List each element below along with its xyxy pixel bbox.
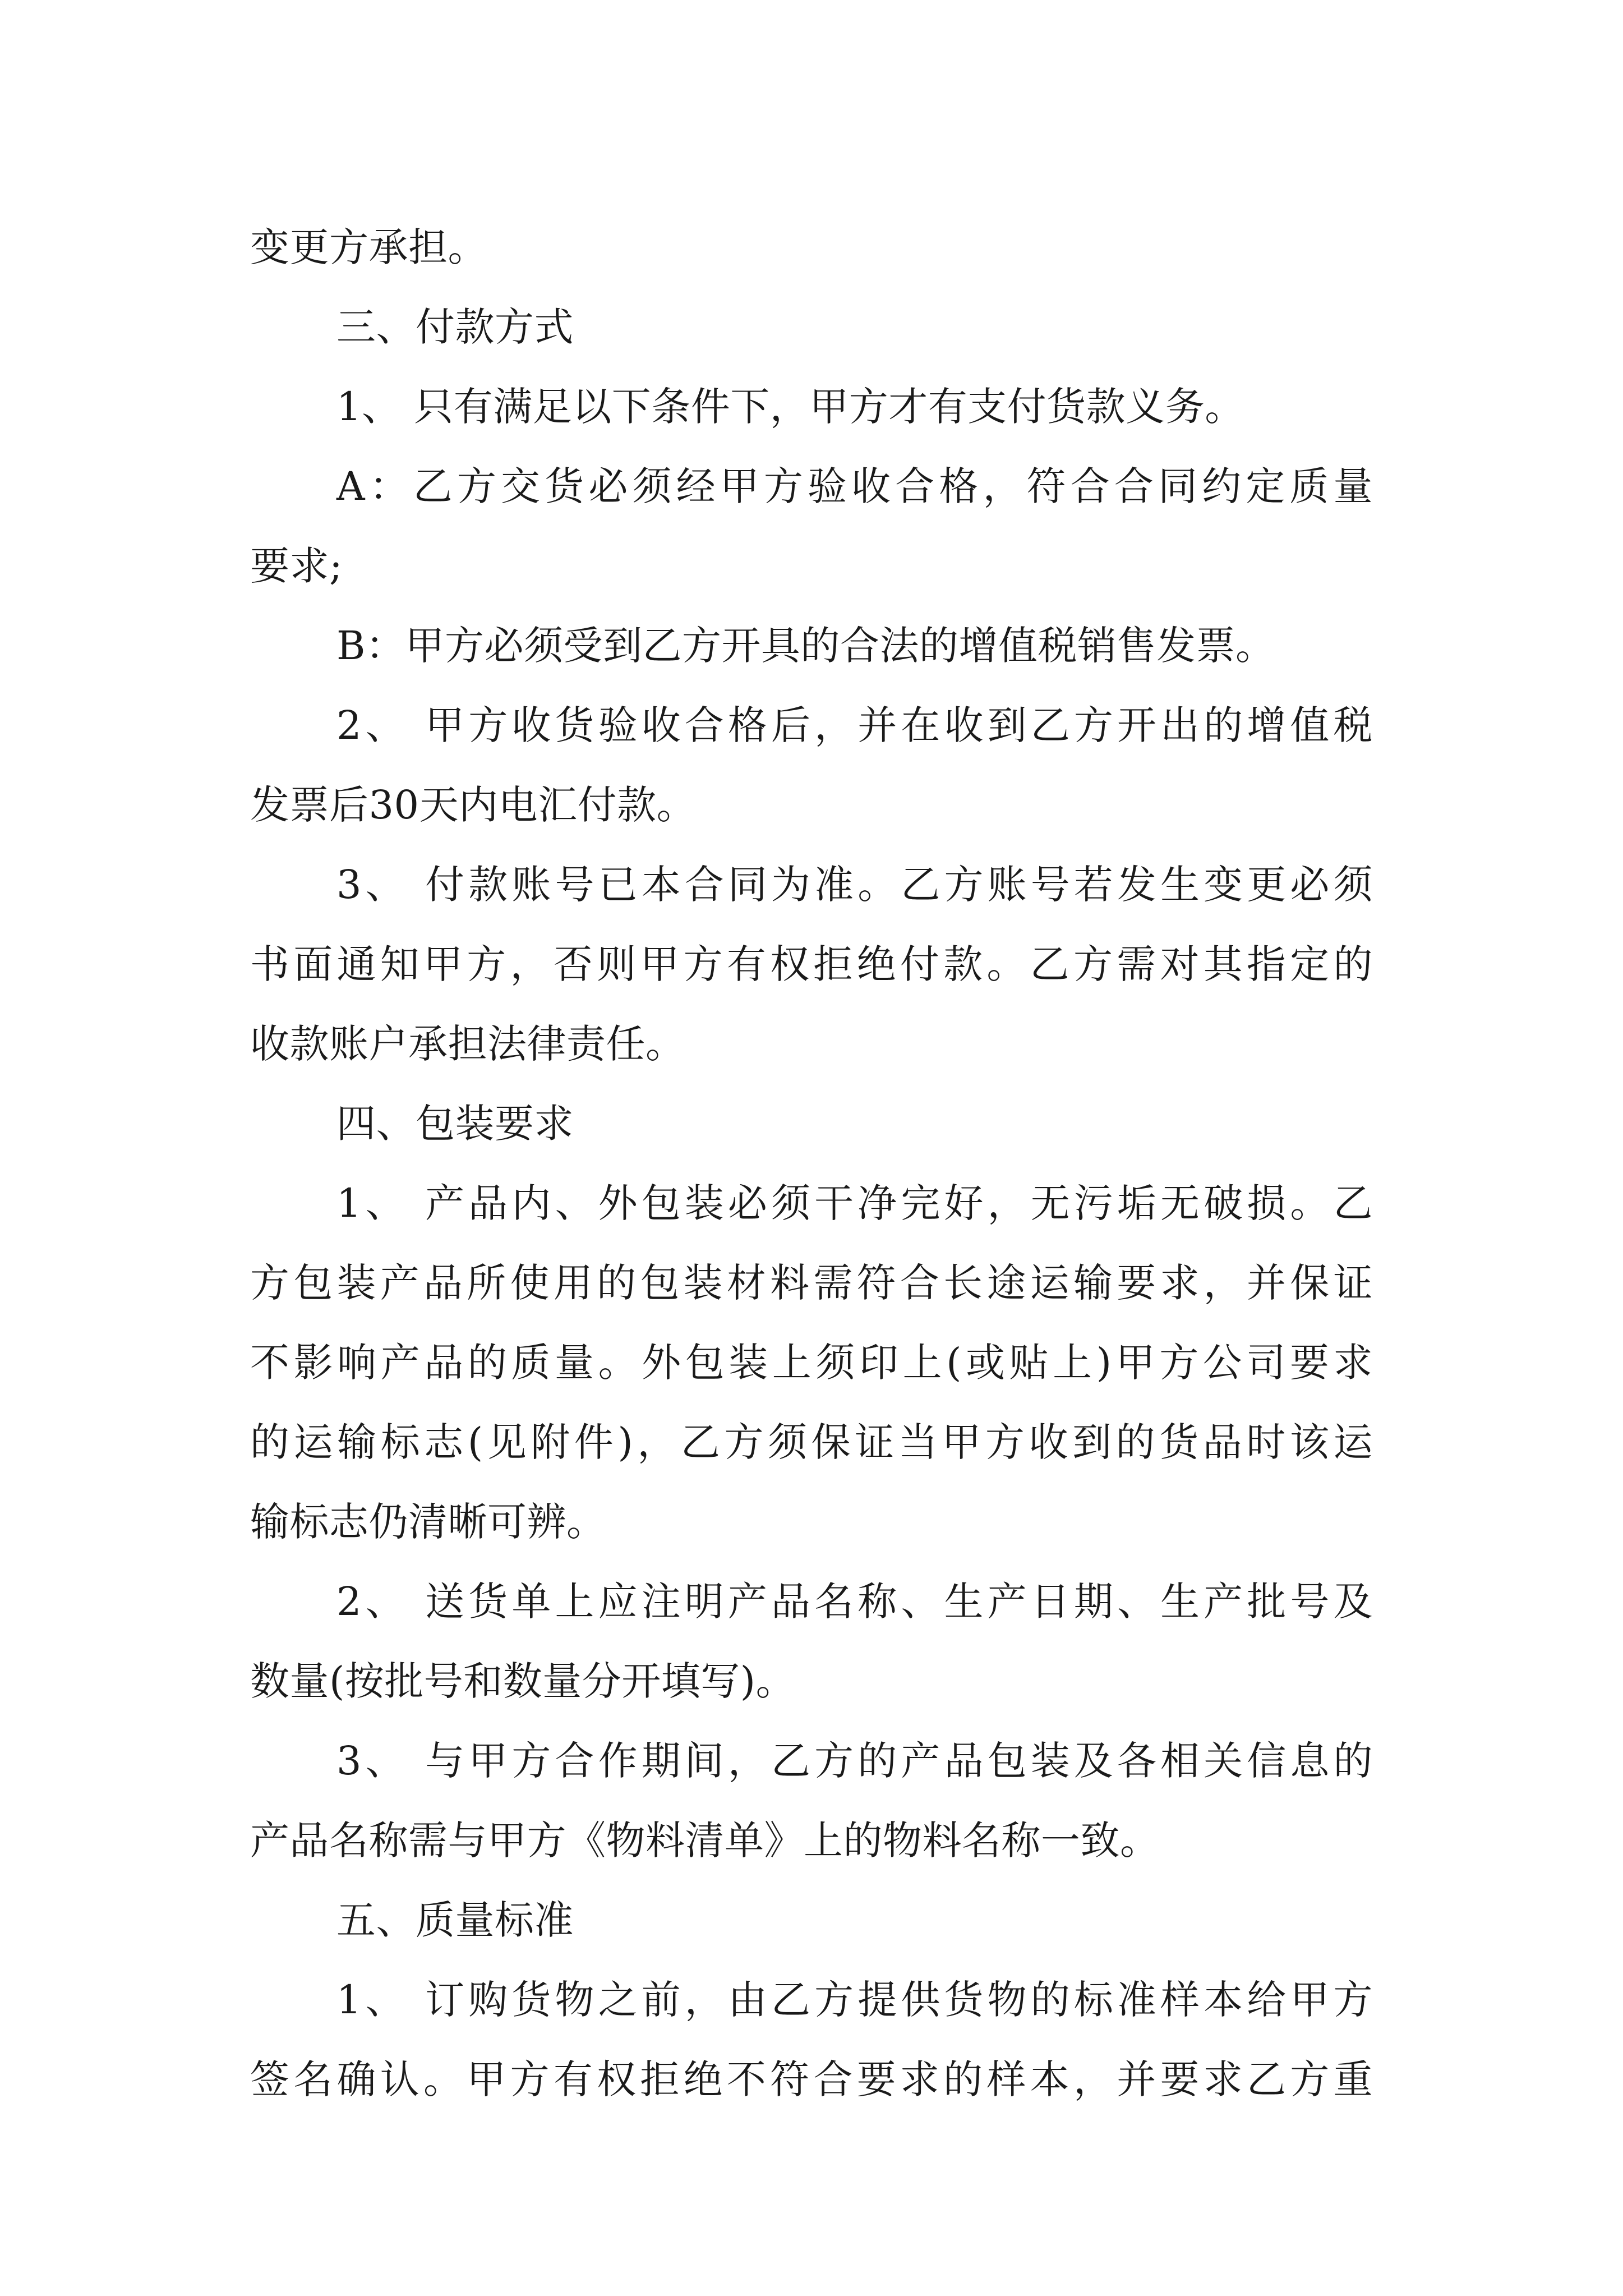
text-line: 方包装产品所使用的包装材料需符合长途运输要求，并保证 (250, 1260, 1373, 1306)
text-line: A：乙方交货必须经甲方验收合格，符合合同约定质量 (336, 463, 1373, 509)
text-line: 1、 产品内、外包装必须干净完好，无污垢无破损。乙 (336, 1180, 1373, 1226)
text-line: 产品名称需与甲方《物料清单》上的物料名称一致。 (250, 1818, 1160, 1864)
text-line: 数量(按批号和数量分开填写)。 (250, 1658, 796, 1704)
text-line: 的运输标志(见附件)，乙方须保证当甲方收到的货品时该运 (250, 1419, 1373, 1465)
text-line: 2、 送货单上应注明产品名称、生产日期、生产批号及 (336, 1579, 1373, 1625)
text-line: 要求; (250, 543, 343, 589)
text-line: 3、 付款账号已本合同为准。乙方账号若发生变更必须 (336, 862, 1373, 908)
text-line: B：甲方必须受到乙方开具的合法的增值税销售发票。 (336, 623, 1275, 669)
text-line: 1、 订购货物之前，由乙方提供货物的标准样本给甲方 (336, 1977, 1373, 2023)
document-page (250, 208, 1373, 2119)
section-heading-quality: 五、质量标准 (336, 1897, 574, 1943)
text-line: 2、 甲方收货验收合格后，并在收到乙方开出的增值税 (336, 702, 1373, 748)
text-line: 3、 与甲方合作期间，乙方的产品包装及各相关信息的 (336, 1738, 1373, 1784)
text-line: 不影响产品的质量。外包装上须印上(或贴上)甲方公司要求 (250, 1340, 1373, 1386)
text-line: 输标志仍清晰可辨。 (250, 1499, 606, 1545)
text-line: 发票后30天内电汇付款。 (250, 782, 697, 828)
text-line: 书面通知甲方，否则甲方有权拒绝付款。乙方需对其指定的 (250, 941, 1373, 987)
section-heading-packaging: 四、包装要求 (336, 1101, 574, 1147)
text-line: 变更方承担。 (250, 224, 487, 270)
text-line: 收款账户承担法律责任。 (250, 1021, 685, 1067)
section-heading-payment: 三、付款方式 (336, 304, 574, 350)
text-line: 1、 只有满足以下条件下，甲方才有支付货款义务。 (336, 384, 1244, 430)
text-line: 签名确认。甲方有权拒绝不符合要求的样本，并要求乙方重 (250, 2056, 1373, 2102)
